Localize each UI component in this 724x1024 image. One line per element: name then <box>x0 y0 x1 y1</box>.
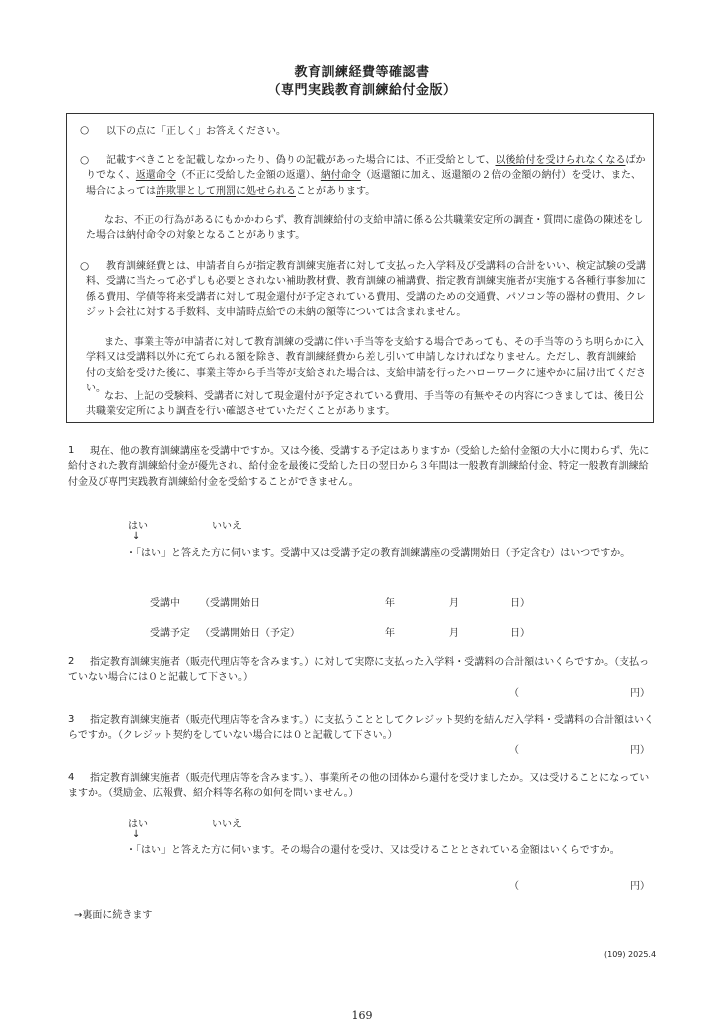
notice-bullet-2: ○ <box>80 154 90 166</box>
notice-2-underline-2: 返還命令 <box>135 170 176 182</box>
continue-note: →裏面に続きます <box>74 910 153 921</box>
q1-row1-label: 受講中 <box>150 598 180 609</box>
page-number: 169 <box>351 1009 373 1022</box>
form-code: (109) 2025.4 <box>604 950 657 959</box>
q1-row1-sub: （受講開始日 <box>200 598 260 609</box>
q4-amount-yen: 円） <box>630 881 650 892</box>
q1-number: 1 <box>68 445 75 456</box>
q1-yes-option[interactable]: はい <box>128 521 148 532</box>
notice-item-2-para-2: なお、不正の行為があるにもかかわらず、教育訓練給付の支給申請に係る公共職業安定所の調査・質問に虚偽の陳述をした場合は納付命令の対象となることがあります。 <box>86 215 644 242</box>
q3-amount-open[interactable]: （ <box>509 745 519 756</box>
notice-item-3-para-2: また、事業主等が申請者に対して教育訓練の受講に伴い手当等を支給する場合であっても、その手当等のうち明らかに入学料又は受講料以外に充てられる額を除き、教育訓練経費から差し引いて申請しなければなりません。ただし、教育訓練給付の支給を受けた後に、事業主等から手当等が支給された場合は、支給申請を行ったハローワークに速やかに届け出てください。 <box>86 337 646 395</box>
q4-number: 4 <box>68 772 75 783</box>
notice-bullet-3: ○ <box>80 260 90 272</box>
q4-text: 指定教育訓練実施者（販売代理店等を含みます。）、事業所その他の団体から還付を受けましたか。又は受けることになっていますか。（奨励金、広報費、紹介料等名称の如何を問いません。） <box>68 773 650 800</box>
q3-amount-yen: 円） <box>630 745 650 756</box>
notice-2-underline-4: 詐欺罪として刑罰に処せられる <box>156 185 296 197</box>
q1-row2-day[interactable]: 日） <box>510 628 530 639</box>
notice-2-text-a: 記載すべきことを記載しなかったり、偽りの記載があった場合には、不正受給として、 <box>106 155 496 166</box>
q1-row2-label: 受講予定 <box>150 628 190 639</box>
notice-item-1: 以下の点に「正しく」お答えください。 <box>106 126 286 137</box>
q4-yes-option[interactable]: はい <box>128 819 148 830</box>
q4-amount-open[interactable]: （ <box>509 881 519 892</box>
q1-text: 現在、他の教育訓練講座を受講中ですか。又は今後、受講する予定はありますか（受給した給付金額の大小に関わらず、先に給付された教育訓練給付金が優先され、給付金を最後に受給した日の翌日から３年間は一般教育訓練給付金、特定一般教育訓練給付金及び専門実践教育訓練給付金を受給することができません。 <box>68 446 650 488</box>
q3-text: 指定教育訓練実施者（販売代理店等を含みます。）に支払うこととしてクレジット契約を結んだ入学料・受講料の合計額はいくらですか。（クレジット契約をしていない場合には０と記載して下さい。） <box>68 715 654 742</box>
q1-row1-year[interactable]: 年 <box>385 598 395 609</box>
notice-2-text-c: （不正に受給した金額の返還）、 <box>175 170 321 182</box>
q2-number: 2 <box>68 656 75 667</box>
q1-row2-month[interactable]: 月 <box>449 628 459 639</box>
q2-amount-yen: 円） <box>630 688 650 699</box>
q4-follow-up: ・「はい」と答えた方に伺います。その場合の還付を受け、又は受けることとされている金額はいくらですか。 <box>126 845 620 856</box>
q1-row1-month[interactable]: 月 <box>449 598 459 609</box>
q1-row2-sub: （受講開始日（予定） <box>200 628 300 639</box>
notice-item-3-para-1: 教育訓練経費とは、申請者自らが指定教育訓練実施者に対して支払った入学料及び受講料の合計をいい、検定試験の受講料、受講に当たって必ずしも必要とされない補助教材費、教育訓練の補講費、指定教育訓練実施者が実施する各種行事参加に係る費用、学債等将来受講者に対して現金還付が予定されている費用、受講のための交通費、パソコン等の器材の費用、クレジット会社に対する手数料、支申請時点給での未納の額等については含まれません。 <box>86 261 646 319</box>
notice-bullet-1: ○ <box>80 124 90 136</box>
q3-number: 3 <box>68 714 75 725</box>
q2-text: 指定教育訓練実施者（販売代理店等を含みます。）に対して実際に支払った入学料・受講料の合計額はいくらですか。（支払っていない場合には０と記載して下さい。） <box>68 657 650 684</box>
page-title: 教育訓練経費等確認書 <box>294 65 430 80</box>
q4-no-option[interactable]: いいえ <box>212 819 242 830</box>
q1-no-option[interactable]: いいえ <box>212 521 242 532</box>
page-subtitle: （専門実践教育訓練給付金版） <box>267 83 457 98</box>
q4-down-arrow-icon: ↓ <box>132 829 141 840</box>
notice-item-2 <box>86 153 646 199</box>
notice-2-text-d: （返還額に加え、返還額の２倍の金額の納付）を受け、また、場合によっては <box>86 170 642 197</box>
q1-row1-day[interactable]: 日） <box>510 598 530 609</box>
notice-2-text-e: ことがあります。 <box>296 185 376 197</box>
q1-down-arrow-icon: ↓ <box>132 531 141 542</box>
q1-row2-year[interactable]: 年 <box>385 628 395 639</box>
q2-amount-open[interactable]: （ <box>509 688 519 699</box>
notice-2-underline-1: 以後給付を受けられなくなる <box>495 155 626 166</box>
notice-2-underline-3: 納付命令 <box>320 170 361 182</box>
notice-2-text-b: ばかりでなく、 <box>86 155 646 182</box>
notice-item-3-para-3: なお、上記の受験料、受講者に対して現金還付が予定されている費用、手当等の有無やその内容につきましては、後日公共職業安定所により調査を行い確認させていただくことがあります。 <box>86 391 644 418</box>
q1-follow-up: ・「はい」と答えた方に伺います。受講中又は受講予定の教育訓練講座の受講開始日（予定含む）はいつですか。 <box>126 548 631 559</box>
